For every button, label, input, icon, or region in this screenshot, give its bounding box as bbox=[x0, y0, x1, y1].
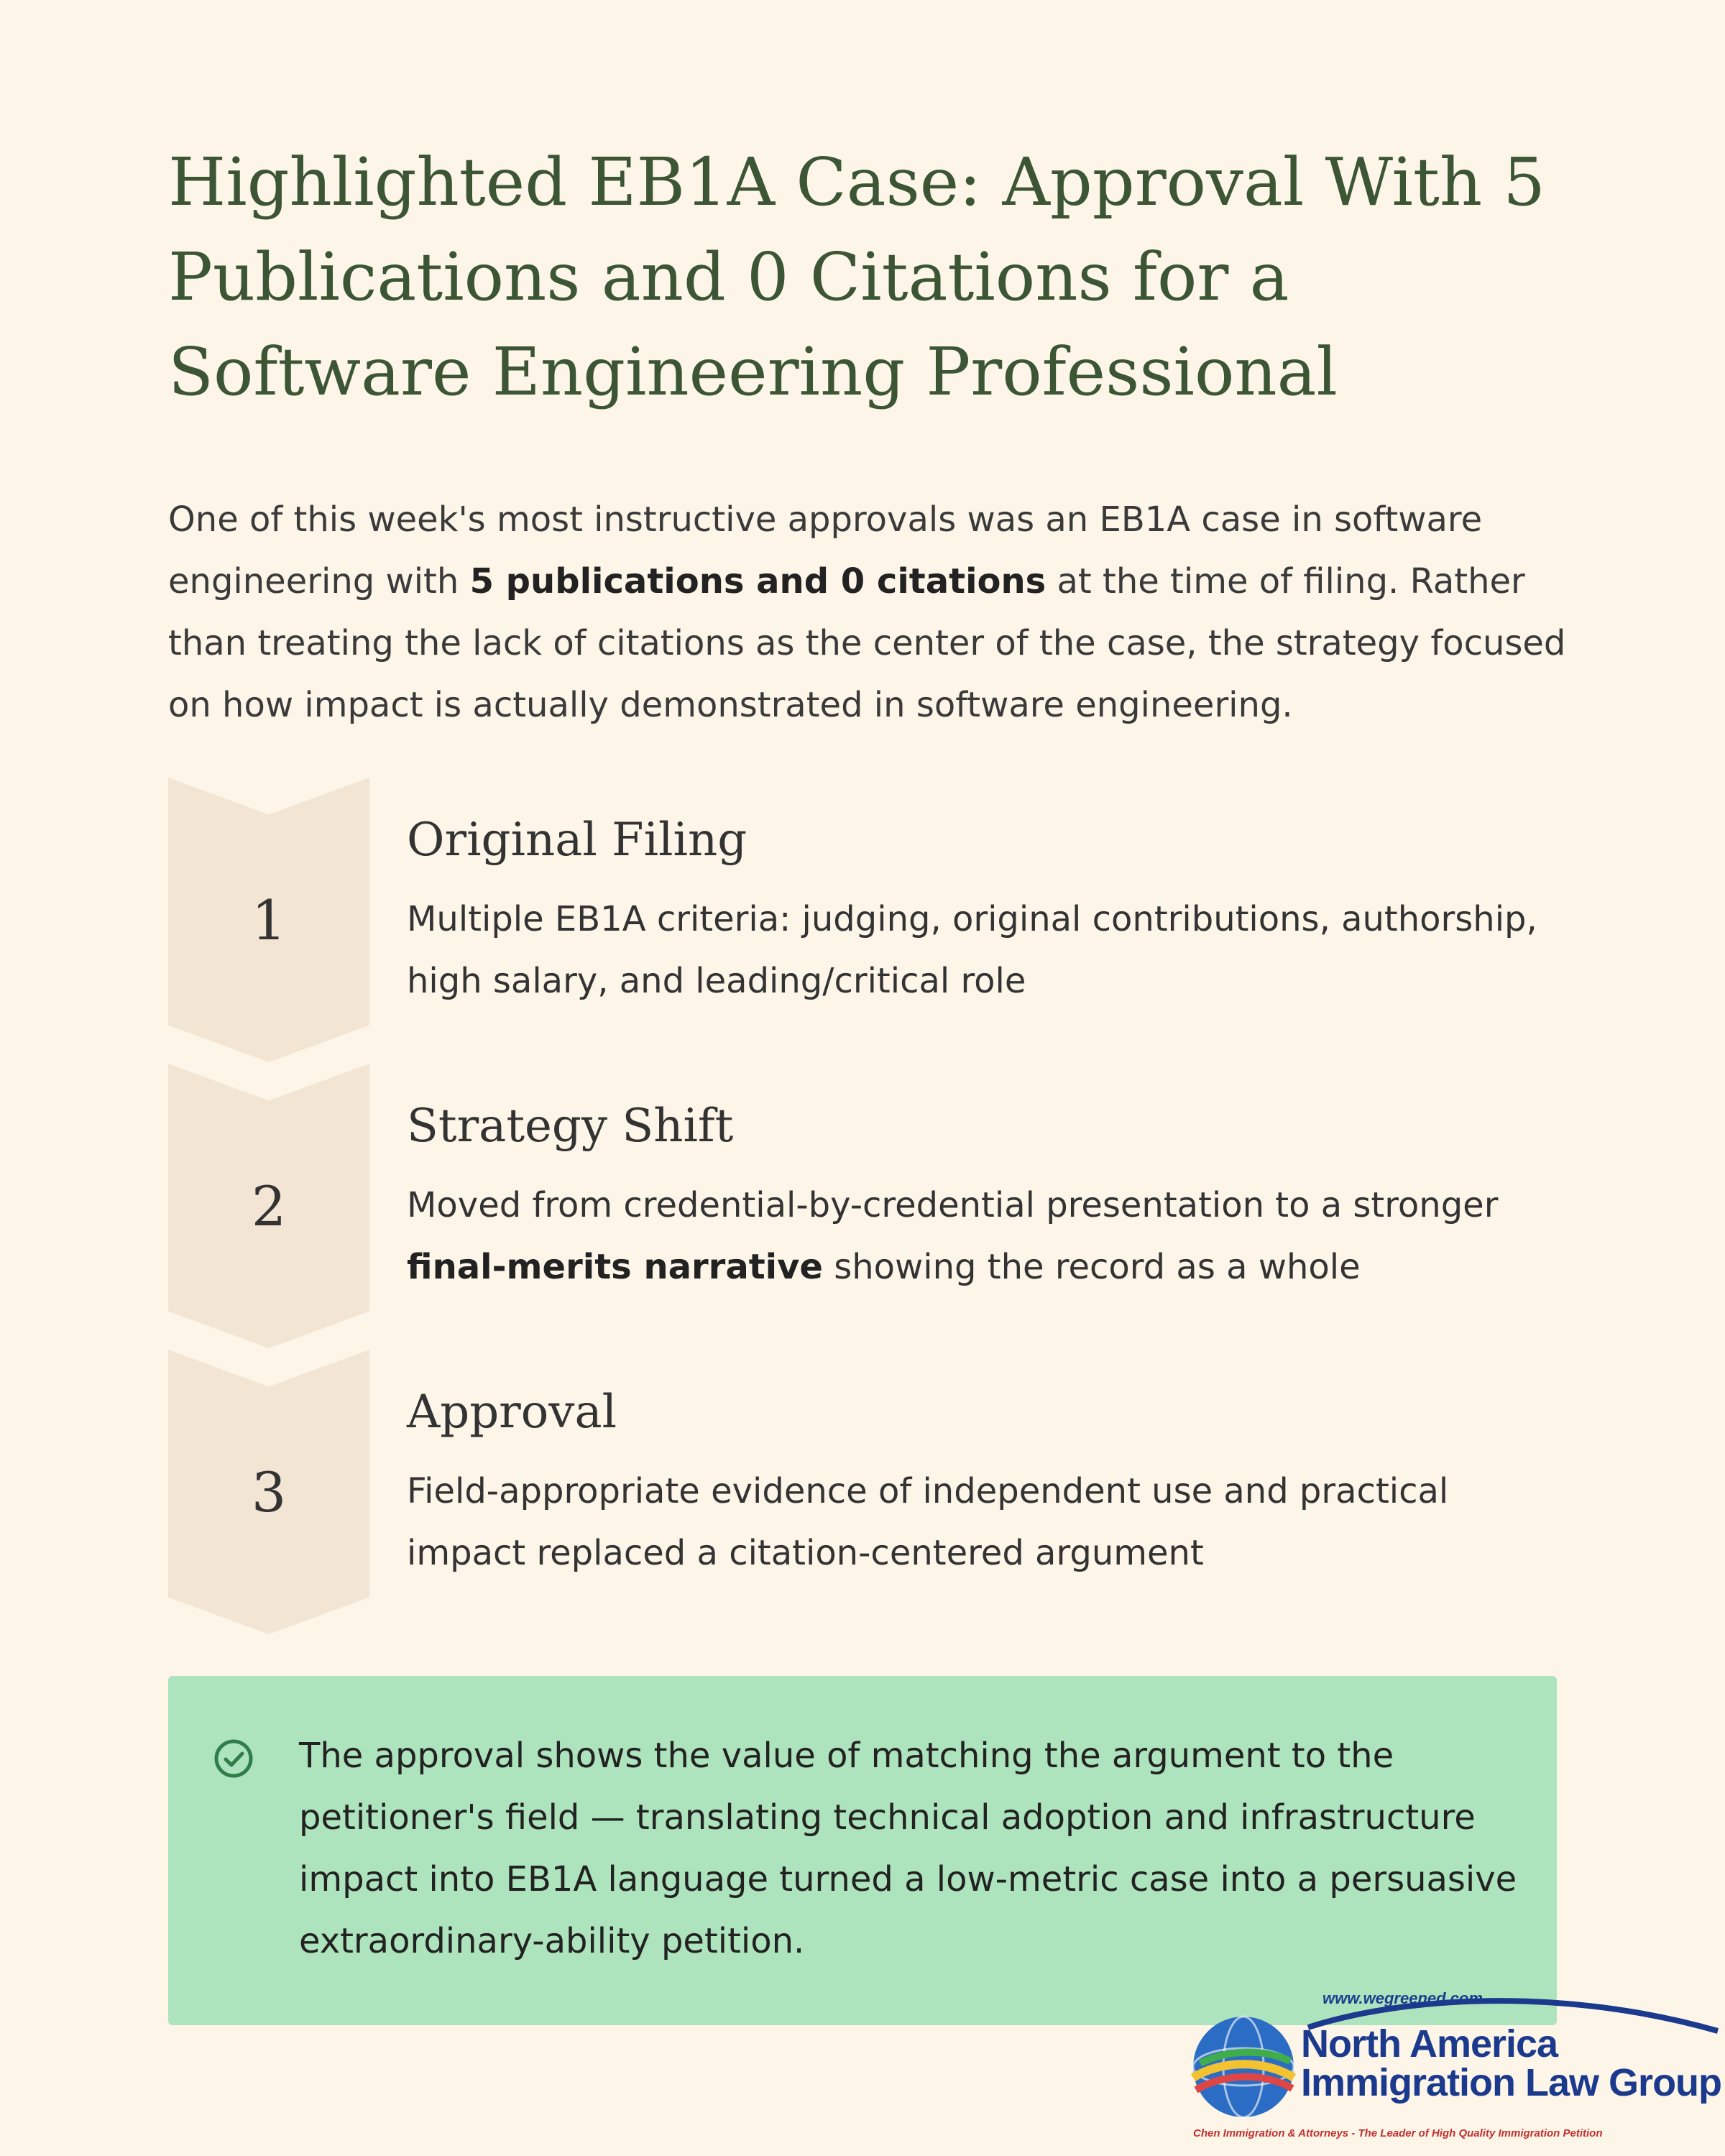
step-desc-text: Moved from credential-by-credential presentation to a stronger bbox=[407, 1185, 1499, 1225]
step-number: 2 bbox=[251, 1174, 287, 1238]
step-description bbox=[407, 1460, 1571, 1584]
step-description bbox=[407, 888, 1571, 1012]
intro-text-1: One of this week's most instructive approvals was an EB1A case in software engineering with bbox=[168, 499, 1483, 602]
step-1 bbox=[168, 778, 1577, 1062]
step-2 bbox=[168, 1064, 1577, 1348]
page-title: Highlighted EB1A Case: Approval With 5 Publications and 0 Citations for a Software Engineering Professional bbox=[168, 144, 1545, 410]
step-title: Approval bbox=[407, 1386, 617, 1439]
logo-url: www.wegreened.com bbox=[1322, 1989, 1483, 2007]
logo-tagline: Chen Immigration & Attorneys - The Leader of High Quality Immigration Petition bbox=[1193, 2127, 1603, 2139]
step-number: 3 bbox=[251, 1460, 287, 1524]
intro-paragraph bbox=[168, 489, 1577, 736]
step-desc-text: Multiple EB1A criteria: judging, original contributions, authorship, high salary, and leading/critical role bbox=[407, 899, 1537, 1001]
step-desc-text-end: showing the record as a whole bbox=[822, 1247, 1361, 1287]
logo-name-line1: North America bbox=[1301, 2022, 1558, 2065]
step-3 bbox=[168, 1350, 1577, 1634]
check-circle-icon bbox=[213, 1738, 254, 1779]
step-title: Strategy Shift bbox=[407, 1100, 734, 1153]
globe-icon bbox=[1186, 2009, 1301, 2124]
summary-callout bbox=[168, 1676, 1557, 2025]
intro-text-2: at the time of filing. Rather than treating the lack of citations as the center of the case, the strategy focused on how impact is actually demonstrated in software engineering. bbox=[168, 561, 1566, 725]
step-number: 1 bbox=[251, 888, 287, 952]
logo-name-line2: Immigration Law Group bbox=[1301, 2061, 1722, 2104]
callout-text: The approval shows the value of matching the argument to the petitioner's field — translating technical adoption and infrastructure impact into EB1A language turned a low-metric case into a persuasive extraordinary-ability petition. bbox=[299, 1736, 1517, 1961]
step-desc-bold: final-merits narrative bbox=[407, 1247, 823, 1287]
step-description bbox=[407, 1174, 1571, 1298]
intro-highlight: 5 publications and 0 citations bbox=[469, 561, 1046, 602]
step-desc-text: Field-appropriate evidence of independent use and practical impact replaced a citation-centered argument bbox=[407, 1471, 1449, 1573]
law-group-logo bbox=[1179, 1988, 1725, 2156]
step-title: Original Filing bbox=[407, 814, 748, 867]
